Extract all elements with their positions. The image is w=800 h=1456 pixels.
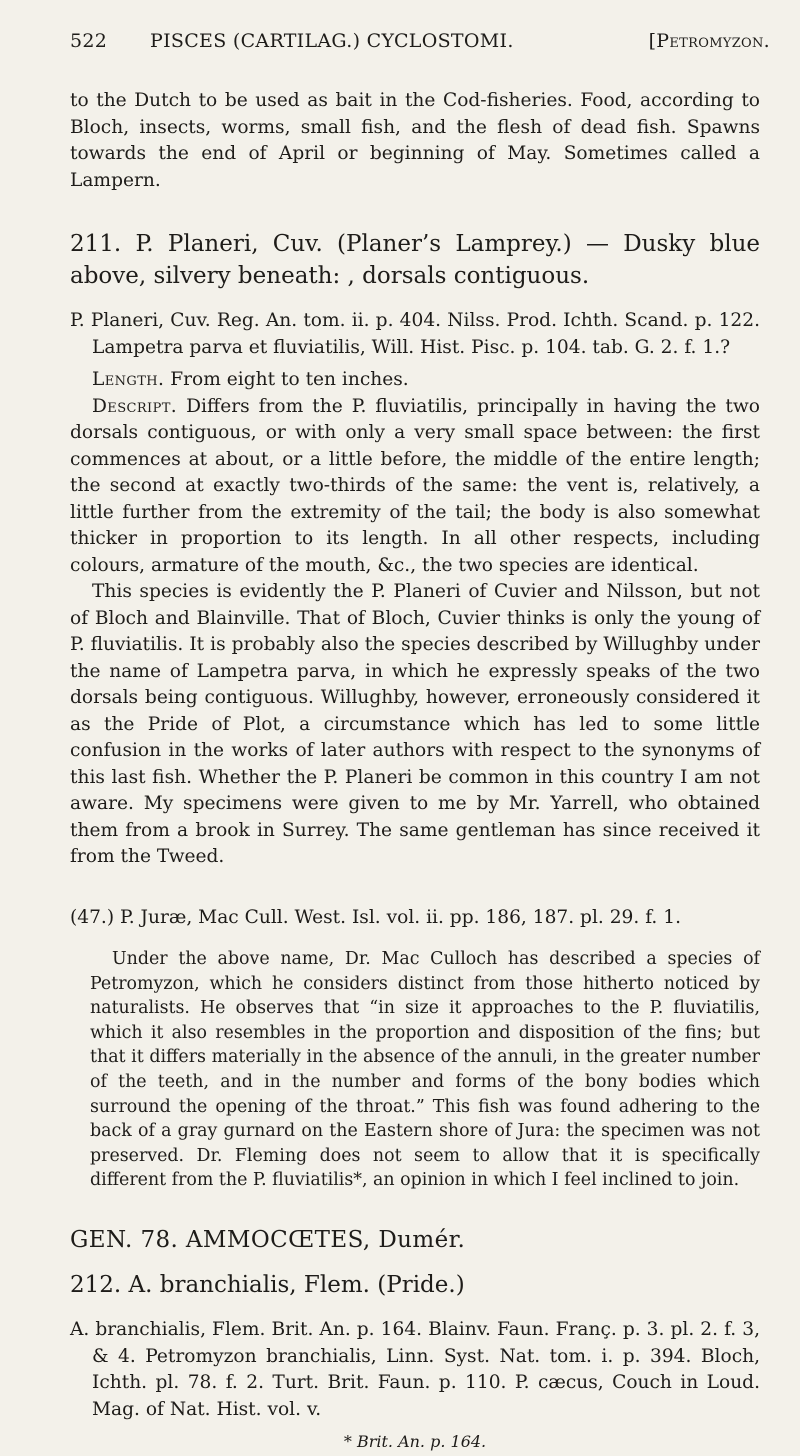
running-header: [70, 30, 770, 52]
length-text: From eight to ten inches.: [170, 369, 409, 390]
page-body: [70, 88, 760, 1456]
descript-label: Descript.: [92, 395, 178, 417]
descript-text: Differs from the P. fluviatilis, principally in having the two dorsals contiguous, or with only a very small space between: the first commences at about, or a little before, the middle of the entire length; the second at exactly two-thirds of the same: the vent is, relatively, a little further from the extremity of the tail; the body is also somewhat thicker in proportion to its length. In all other respects, including colours, armature of the mouth, &c., the two species are identical.: [70, 395, 760, 576]
running-title: PISCES (CARTILAG.) CYCLOSTOMI.: [150, 30, 514, 52]
footnote: * Brit. An. p. 164.: [343, 1432, 487, 1452]
running-right: [Petromyzon.: [648, 30, 770, 52]
jurae-text: Under the above name, Dr. Mac Culloch has described a species of Petromyzon, which he considers distinct from those hitherto noticed by naturalists. He observes that “in size it approaches to the P. fluviatilis, which it also resembles in the proportion and disposition of the fins; but that it differs materially in the absence of the annuli, in the greater number of the teeth, and in the number and forms of the bony bodies which surround the opening of the throat.” This fish was found adhering to the back of a gray gurnard on the Eastern shore of Jura: the specimen was not preserved. Dr. Fleming does not seem to allow that it is specifically different from the P. fluviatilis*, an opinion in which I feel inclined to join.: [90, 949, 760, 1191]
species-212-heading: 212. A. branchialis, Flem. (Pride.): [70, 1272, 465, 1299]
description-paragraph: [70, 394, 760, 580]
length-paragraph: [70, 367, 760, 394]
page-number: 522: [70, 30, 108, 52]
length-label: Length.: [92, 369, 165, 390]
species-211-synonymy: P. Planeri, Cuv. Reg. An. tom. ii. p. 404. Nilss. Prod. Ichth. Scand. p. 122. Lampetra parva et fluviatilis, Will. Hist. Pisc. p. 104. tab. G. 2. f. 1.?: [70, 310, 760, 358]
species-211-heading: 211. P. Planeri, Cuv. (Planer’s Lamprey.) — Dusky blue above, silvery beneath: , dorsals contiguous.: [70, 231, 760, 289]
species-212-synonymy: A. branchialis, Flem. Brit. An. p. 164. Blainv. Faun. Franç. p. 3. pl. 2. f. 3, & 4. Petromyzon branchialis, Linn. Syst. Nat. tom. i. p. 394. Bloch, Ichth. pl. 78. f. 2. Turt. Brit. Faun. p. 110. P. cæcus, Couch in Loud. Mag. of Nat. Hist. vol. v.: [70, 1319, 760, 1420]
jurae-heading: (47.) P. Juræ, Mac Cull. West. Isl. vol. ii. pp. 186, 187. pl. 29. f. 1.: [70, 906, 681, 928]
species-note-paragraph: This species is evidently the P. Planeri of Cuvier and Nilsson, but not of Bloch and Blainville. That of Bloch, Cuvier thinks is only the young of P. fluviatilis. It is probably also the species described by Willughby under the name of Lampetra parva, in which he expressly speaks of the two dorsals being contiguous. Willughby, however, erroneously considered it as the Pride of Plot, a circumstance which has led to some little confusion in the works of later authors with respect to the synonyms of this last fish. Whether the P. Planeri be common in this country I am not aware. My specimens were given to me by Mr. Yarrell, who obtained them from a brook in Surrey. The same gentleman has since received it from the Tweed.: [70, 581, 760, 867]
paragraph-intro: to the Dutch to be used as bait in the Cod-fisheries. Food, according to Bloch, insects, worms, small fish, and the flesh of dead fish. Spawns towards the end of April or beginning of May. Sometimes called a Lampern.: [70, 90, 760, 191]
genus-heading: GEN. 78. AMMOCŒTES, Dumér.: [70, 1226, 466, 1253]
